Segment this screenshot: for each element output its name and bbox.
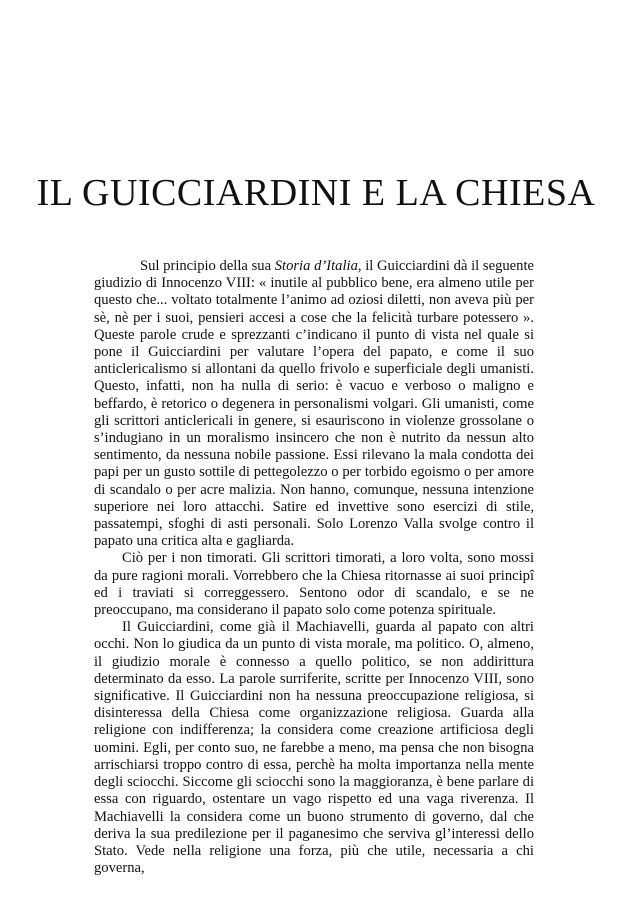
paragraph-1-intro: Sul principio della sua — [140, 258, 275, 274]
paragraph-2: Ciò per i non timorati. Gli scrittori timorati, a loro volta, sono mossi da pure ragioni morali. Vorrebbero che la Chiesa ritornasse ai suoi principî ed i traviati si correggessero. Sentono odor di scandalo, e se ne preoccupano, ma considerano il papato solo come potenza spirituale. — [94, 550, 534, 619]
book-title-italic: Storia d’Italia, — [274, 258, 362, 274]
body-text — [94, 258, 534, 877]
paragraph-1 — [94, 258, 534, 550]
paragraph-3: Il Guicciardini, come già il Machiavelli, guarda al papato con altri occhi. Non lo giudica da un punto di vista morale, ma politico. O, almeno, il giudizio morale è connesso a quello politico, se non addirittura determinato da esso. La parole surriferite, scritte per Innocenzo VIII, sono significative. Il Guicciardini non ha nessuna preoccupazione religiosa, si disinteressa della Chiesa come organizzazione religiosa. Guarda alla religione con indifferenza; la considera come creazione artificiosa degli uomini. Egli, per conto suo, ne farebbe a meno, ma pensa che non bisogna arrischiarsi troppo contro di essa, perchè ha molta importanza nella mente degli sciocchi. Siccome gli sciocchi sono la maggioranza, è bene parlare di essa con riguardo, ostentare un vago rispetto ed una vaga riverenza. Il Machiavelli la considera come un buono strumento di governo, dal che deriva la sua predilezione per il paganesimo che serviva gl’interessi dello Stato. Vede nella religione una forza, più che utile, necessaria a chi governa, — [94, 619, 534, 877]
chapter-title: IL GUICCIARDINI E LA CHIESA — [36, 172, 596, 214]
paragraph-1-rest: il Guicciardini dà il seguente giudizio di Innocenzo VIII: « inutile al pubblico bene, era almeno utile per questo che... voltato totalmente l’animo ad oziosi diletti, non aveva più per sè, nè per i suoi, pensieri accesi a cose che la felicità turbare potessero ». Queste parole crude e sprezzanti c’indicano il punto di vista nel quale si pone il Guicciardini per valutare l’opera del papato, e come il suo anticlericalismo si allontani da quello frivolo e superficiale degli umanisti. Questo, infatti, non ha nulla di serio: è vacuo e verboso o maligno e beffardo, è retorico o degenera in personalismi volgari. Gli umanisti, come gli scrittori anticlericali in genere, si esauriscono in violenze grossolane o s’indugiano in un moralismo insincero che non è nutrito da nessun alto sentimento, da nessuna nobile passione. Essi rilevano la mala condotta dei papi per un gusto sottile di pettegolezzo o per torbido egoismo o per amore di scandalo o per acre malizia. Non hanno, comunque, nessuna intenzione superiore nei loro attacchi. Satire ed invettive sono esercizi di stile, passatempi, sfoghi di asti personali. Solo Lorenzo Valla svolge contro il papato una critica alta e gagliarda. — [94, 258, 534, 550]
